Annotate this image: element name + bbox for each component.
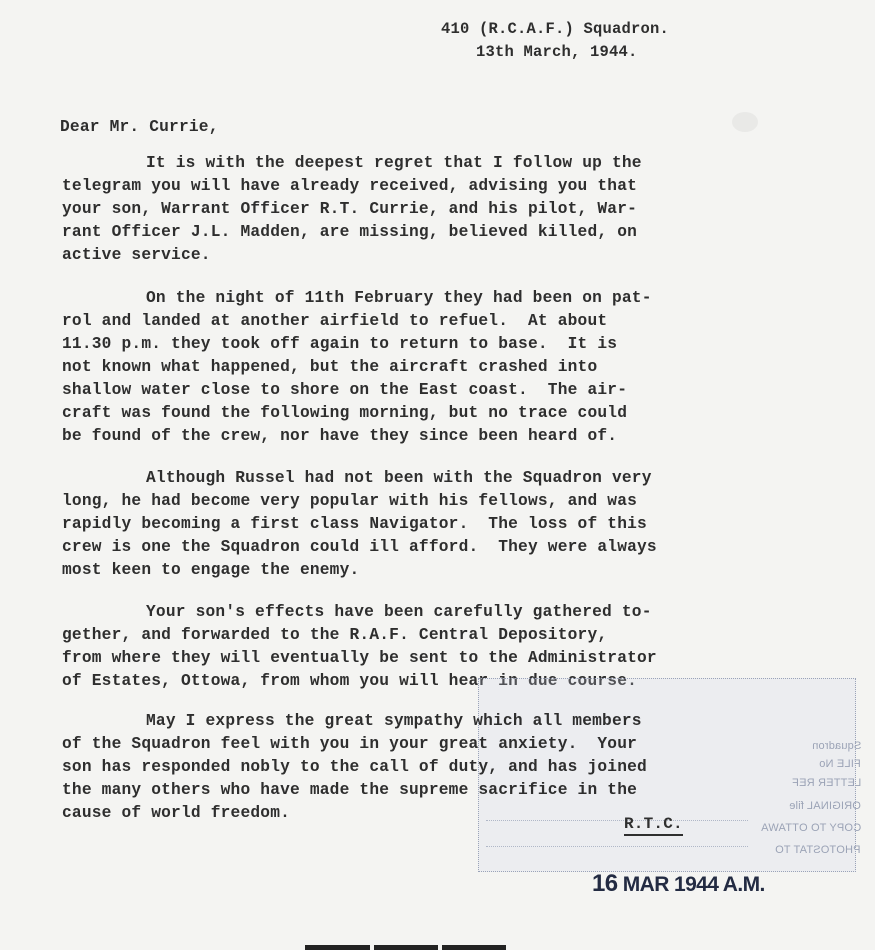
body-line: be found of the crew, nor have they since been heard of. (62, 427, 618, 445)
body-line: It is with the deepest regret that I follow up the (146, 154, 642, 172)
body-line: On the night of 11th February they had been on pat- (146, 289, 652, 307)
body-line: gether, and forwarded to the R.A.F. Central Depository, (62, 626, 608, 644)
body-line: Your son's effects have been carefully gathered to- (146, 603, 652, 621)
edge-mark (374, 945, 438, 950)
stamp-mirror-text: FILE No (819, 758, 861, 770)
stamp-initials: R.T.C. (624, 815, 683, 836)
body-line: 11.30 p.m. they took off again to return to base. It is (62, 335, 618, 353)
stamp-rule (486, 820, 748, 821)
body-line: May I express the great sympathy which all members (146, 712, 642, 730)
body-line: of the Squadron feel with you in your great anxiety. Your (62, 735, 638, 753)
paper-smudge (732, 112, 758, 132)
stamp-rule (486, 846, 748, 847)
stamp-mirror-text: ORIGINAL file (789, 800, 861, 812)
stamp-day: 16 (592, 870, 618, 897)
body-line: Although Russel had not been with the Squadron very (146, 469, 652, 487)
stamp-mirror-text: Squadron (811, 740, 861, 752)
received-date-stamp (592, 870, 765, 898)
body-line: son has responded nobly to the call of duty, and has joined (62, 758, 647, 776)
stamp-mirror-text: COPY TO OTTAWA (760, 822, 861, 834)
body-line: craft was found the following morning, but no trace could (62, 404, 628, 422)
body-line: the many others who have made the supreme sacrifice in the (62, 781, 638, 799)
letter-date: 13th March, 1944. (476, 43, 638, 61)
body-line: from where they will eventually be sent to the Administrator (62, 649, 657, 667)
stamp-month-year: MAR 1944 A.M. (622, 873, 765, 896)
body-line: not known what happened, but the aircraft crashed into (62, 358, 598, 376)
stamp-mirror-text: PHOTOSTAT TO (775, 844, 861, 856)
body-line: rol and landed at another airfield to refuel. At about (62, 312, 608, 330)
body-line: long, he had become very popular with his fellows, and was (62, 492, 638, 510)
body-line: shallow water close to shore on the East coast. The air- (62, 381, 628, 399)
stamp-mirror-text: LETTER REF (791, 777, 861, 789)
salutation: Dear Mr. Currie, (60, 118, 219, 136)
body-line: rapidly becoming a first class Navigator. The loss of this (62, 515, 647, 533)
body-line: active service. (62, 246, 211, 264)
body-line: rant Officer J.L. Madden, are missing, believed killed, on (62, 223, 638, 241)
body-line: most keen to engage the enemy. (62, 561, 360, 579)
body-line: your son, Warrant Officer R.T. Currie, and his pilot, War- (62, 200, 638, 218)
edge-mark (442, 945, 506, 950)
body-line: cause of world freedom. (62, 804, 291, 822)
body-line: telegram you will have already received, advising you that (62, 177, 638, 195)
body-line: of Estates, Ottowa, from whom you will hear in due course. (62, 672, 638, 690)
body-line: crew is one the Squadron could ill afford. They were always (62, 538, 657, 556)
squadron-heading: 410 (R.C.A.F.) Squadron. (441, 20, 670, 38)
edge-mark (305, 945, 370, 950)
